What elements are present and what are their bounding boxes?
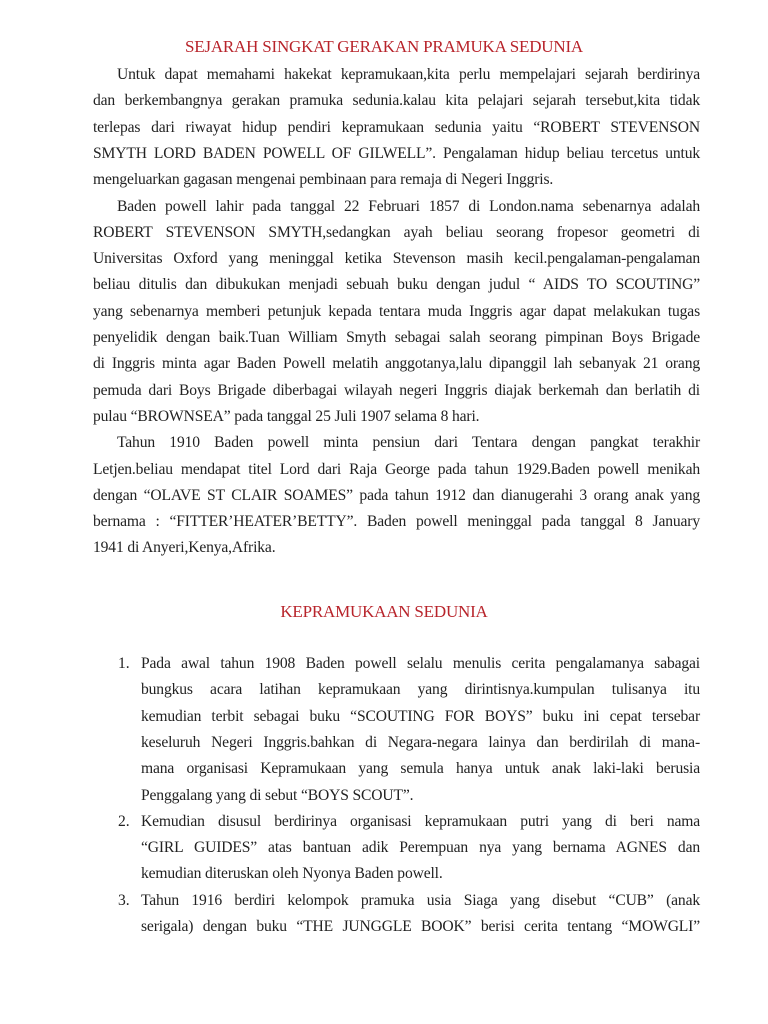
list-item-line: bungkus acara latihan kepramukaan yang dirintisnya.kumpulan tulisanya itu bbox=[141, 681, 700, 699]
list-item-line: kemudian diteruskan oleh Nyonya Baden powell. bbox=[141, 865, 443, 883]
paragraph-line: ROBERT STEVENSON SMYTH,sedangkan ayah beliau seorang fropesor geometri di bbox=[93, 223, 700, 241]
paragraph-line: terlepas dari riwayat hidup pendiri kepramukaan sedunia yaitu “ROBERT STEVENSON bbox=[93, 118, 700, 136]
list-item-line: kemudian terbit sebagai buku “SCOUTING FOR BOYS” buku ini cepat tersebar bbox=[141, 707, 700, 725]
paragraph-line: bernama : “FITTER’HEATER’BETTY”. Baden powell meninggal pada tanggal 8 January bbox=[93, 513, 700, 531]
page-title: SEJARAH SINGKAT GERAKAN PRAMUKA SEDUNIA bbox=[184, 37, 584, 56]
list-item-line: serigala) dengan buku “THE JUNGGLE BOOK” berisi cerita tentang “MOWGLI” bbox=[141, 918, 700, 935]
list-item-line: “GIRL GUIDES” atas bantuan adik Perempuan nya yang bernama AGNES dan bbox=[141, 839, 700, 857]
paragraph-line: Untuk dapat memahami hakekat kepramukaan,kita perlu mempelajari sejarah berdirinya bbox=[117, 66, 700, 83]
list-item-line: mana organisasi Kepramukaan yang semula hanya untuk anak laki-laki berusia bbox=[141, 760, 700, 778]
paragraph-line: Tahun 1910 Baden powell minta pensiun dari Tentara dengan pangkat terakhir bbox=[117, 434, 700, 452]
paragraph-line: mengeluarkan gagasan mengenai pembinaan para remaja di Negeri Inggris. bbox=[93, 171, 554, 189]
list-number: 3. bbox=[118, 891, 130, 909]
list-item-line: Penggalang yang di sebut “BOYS SCOUT”. bbox=[141, 786, 414, 804]
section-title: KEPRAMUKAAN SEDUNIA bbox=[280, 602, 488, 621]
paragraph-line: Universitas Oxford yang meninggal ketika Stevenson masih kecil.pengalaman-pengalaman bbox=[93, 250, 700, 268]
paragraph-line: 1941 di Anyeri,Kenya,Afrika. bbox=[93, 539, 276, 557]
list-item-line: Pada awal tahun 1908 Baden powell selalu menulis cerita pengalamanya sabagai bbox=[141, 655, 700, 672]
list-item-line: Tahun 1916 berdiri kelompok pramuka usia Siaga yang disebut “CUB” (anak bbox=[141, 891, 700, 909]
paragraph-line: di Inggris minta agar Baden Powell melatih anggotanya,lalu dipanggil lah sebanyak 21 orang bbox=[93, 355, 700, 373]
paragraph-line: yang sebenarnya memberi petunjuk kepada tentara muda Inggris agar dapat melakukan tugas bbox=[93, 302, 700, 320]
paragraph-line: Letjen.beliau mendapat titel Lord dari Raja George pada tahun 1929.Baden powell menikah bbox=[93, 460, 700, 478]
paragraph-line: dengan “OLAVE ST CLAIR SOAMES” pada tahun 1912 dan dianugerahi 3 orang anak yang bbox=[93, 486, 700, 504]
list-item-line: keseluruh Negeri Inggris.bahkan di Negara-negara lainya dan berdirilah di mana- bbox=[141, 733, 700, 751]
paragraph-line: pulau “BROWNSEA” pada tanggal 25 Juli 1907 selama 8 hari. bbox=[93, 407, 480, 425]
paragraph-line: Baden powell lahir pada tanggal 22 Februari 1857 di London.nama sebenarnya adalah bbox=[117, 197, 700, 215]
paragraph-line: beliau ditulis dan dibukukan menjadi sebuah buku dengan judul “ AIDS TO SCOUTING” bbox=[93, 276, 700, 294]
list-item-line: Kemudian disusul berdirinya organisasi kepramukaan putri yang di beri nama bbox=[141, 812, 700, 830]
paragraph-line: dan berkembangnya gerakan pramuka sedunia.kalau kita pelajari sejarah tersebut,kita tidak bbox=[93, 92, 700, 110]
paragraph-line: SMYTH LORD BADEN POWELL OF GILWELL”. Pengalaman hidup beliau tercetus untuk bbox=[93, 144, 700, 162]
paragraph-line: penyelidik dengan baik.Tuan William Smyth sebagai salah seorang pimpinan Boys Brigade bbox=[93, 329, 700, 346]
paragraph-line: pemuda dari Boys Brigade diberbagai wilayah negeri Inggris diajak berkemah dan berlatih di bbox=[93, 381, 700, 399]
list-number: 2. bbox=[118, 812, 130, 830]
list-number: 1. bbox=[118, 655, 130, 672]
